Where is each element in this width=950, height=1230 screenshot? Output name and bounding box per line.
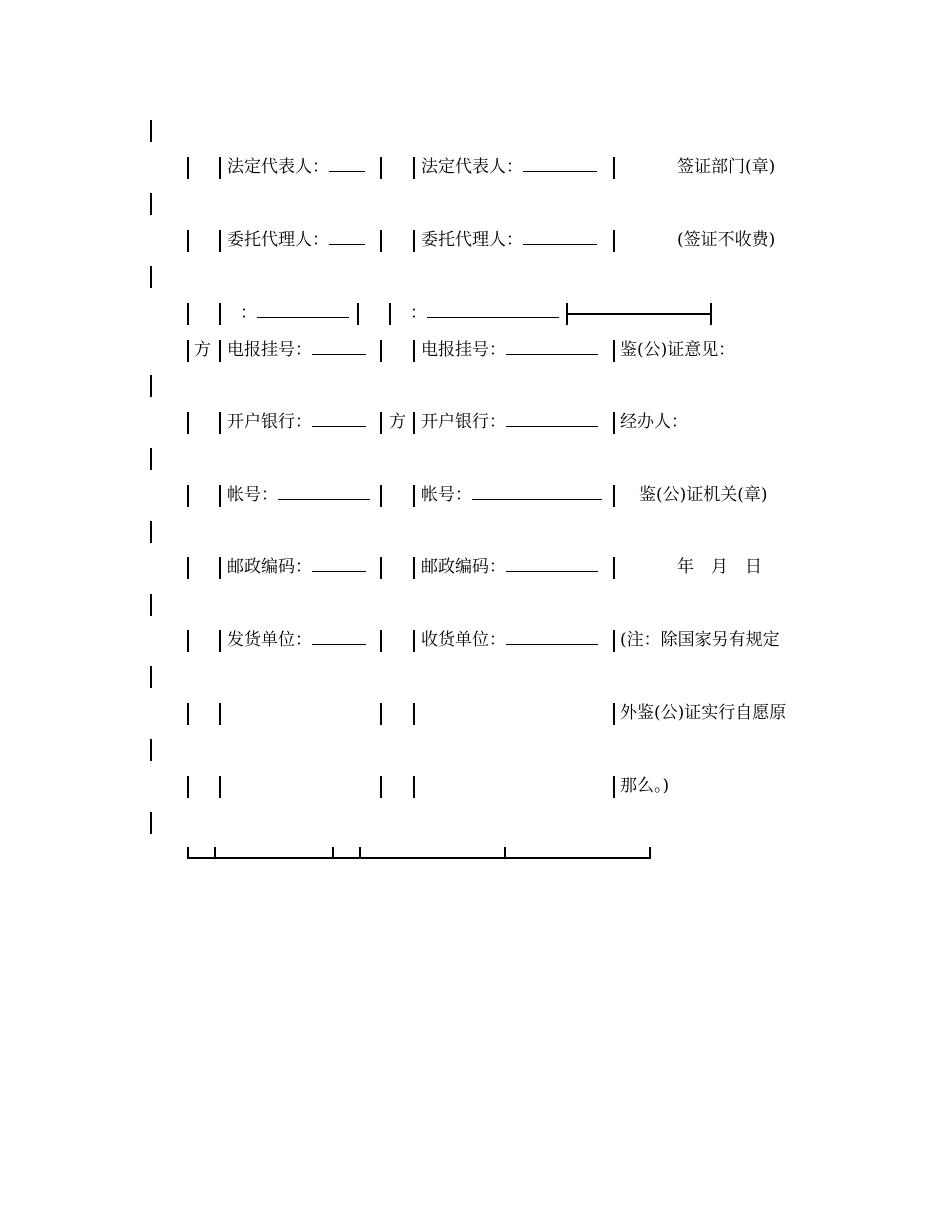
column-bar xyxy=(613,485,615,507)
column-bar xyxy=(380,157,382,179)
postcode-left-label: 邮政编码： xyxy=(227,557,366,577)
account-right-label: 帐号： xyxy=(421,485,602,505)
column-bar xyxy=(413,485,415,507)
column-bar xyxy=(413,557,415,579)
margin-bar xyxy=(150,521,152,543)
column-bar xyxy=(613,340,615,362)
note-line-2: 外鉴(公)证实行自愿原 xyxy=(620,703,787,723)
bottom-tick xyxy=(504,847,506,858)
column-bar xyxy=(613,630,615,652)
column-bar xyxy=(380,776,382,798)
column-bar xyxy=(219,485,221,507)
margin-bar xyxy=(150,375,152,397)
column-bar xyxy=(219,412,221,434)
column-bar xyxy=(187,230,189,252)
column-bar xyxy=(413,776,415,798)
margin-bar xyxy=(150,666,152,688)
note-line-1: (注：除国家另有规定 xyxy=(620,630,780,650)
column-bar xyxy=(380,230,382,252)
bottom-tick xyxy=(649,847,651,858)
postcode-right-blank[interactable] xyxy=(506,557,598,572)
bottom-tick xyxy=(214,847,216,858)
telegram-right-label: 电报挂号： xyxy=(421,340,598,360)
column-bar xyxy=(219,230,221,252)
bottom-tick xyxy=(359,847,361,858)
telegram-left-blank[interactable] xyxy=(312,340,366,355)
consignee-label: 收货单位： xyxy=(421,630,598,650)
margin-bar xyxy=(150,266,152,288)
agent-right-label: 委托代理人： xyxy=(421,230,597,250)
postcode-right-label: 邮政编码： xyxy=(421,557,598,577)
note-line-3: 那么。) xyxy=(620,776,670,796)
column-bar xyxy=(380,557,382,579)
legal-rep-left-blank[interactable] xyxy=(329,157,365,172)
telegram-left-label: 电报挂号： xyxy=(227,340,366,360)
column-bar xyxy=(187,776,189,798)
account-right-blank[interactable] xyxy=(472,485,602,500)
legal-rep-right-label: 法定代表人： xyxy=(421,157,597,177)
bank-left-label: 开户银行： xyxy=(227,412,366,432)
agent-left-blank[interactable] xyxy=(329,230,365,245)
account-left-blank[interactable] xyxy=(278,485,370,500)
date-label: 年 月 日 xyxy=(677,557,762,577)
column-bar xyxy=(413,630,415,652)
column-bar xyxy=(413,340,415,362)
bank-right-label: 开户银行： xyxy=(421,412,598,432)
bottom-tick xyxy=(187,847,189,858)
bracket-end xyxy=(710,303,712,325)
account-left-label: 帐号： xyxy=(227,485,370,505)
phone-right-label: ： xyxy=(410,303,559,323)
column-bar xyxy=(613,776,615,798)
phone-left-blank[interactable] xyxy=(257,303,349,318)
column-bar xyxy=(613,703,615,725)
handler-label: 经办人： xyxy=(620,412,688,432)
column-bar xyxy=(380,485,382,507)
margin-bar xyxy=(150,739,152,761)
visa-free-note: (签证不收费) xyxy=(677,230,776,250)
column-bar xyxy=(413,230,415,252)
shipper-label: 发货单位： xyxy=(227,630,366,650)
margin-bar xyxy=(150,812,152,834)
phone-left-label: ： xyxy=(240,303,349,323)
margin-bar xyxy=(150,594,152,616)
column-bar xyxy=(413,703,415,725)
agent-left-label: 委托代理人： xyxy=(227,230,365,250)
visa-dept-seal: 签证部门(章) xyxy=(677,157,776,177)
column-bar xyxy=(219,157,221,179)
column-bar xyxy=(380,703,382,725)
column-bar xyxy=(219,776,221,798)
column-bar xyxy=(187,485,189,507)
column-bar xyxy=(219,340,221,362)
bank-right-blank[interactable] xyxy=(506,412,598,427)
column-bar xyxy=(187,303,189,325)
legal-rep-right-blank[interactable] xyxy=(523,157,597,172)
telegram-right-blank[interactable] xyxy=(506,340,598,355)
phone-right-blank[interactable] xyxy=(427,303,559,318)
column-bar xyxy=(380,630,382,652)
column-bar xyxy=(613,230,615,252)
column-bar xyxy=(357,303,359,325)
column-bar xyxy=(187,412,189,434)
postcode-left-blank[interactable] xyxy=(312,557,366,572)
party-b-label: 方 xyxy=(389,412,406,432)
agent-right-blank[interactable] xyxy=(523,230,597,245)
margin-bar xyxy=(150,448,152,470)
column-bar xyxy=(187,340,189,362)
notary-office-seal: 鉴(公)证机关(章) xyxy=(639,485,768,505)
legal-rep-left-label: 法定代表人： xyxy=(227,157,365,177)
column-bar xyxy=(219,703,221,725)
column-bar xyxy=(187,157,189,179)
column-bar xyxy=(219,630,221,652)
column-bar xyxy=(380,340,382,362)
column-bar xyxy=(187,630,189,652)
column-bar xyxy=(613,557,615,579)
bank-left-blank[interactable] xyxy=(312,412,366,427)
column-bar xyxy=(380,412,382,434)
column-bar xyxy=(187,557,189,579)
column-bar xyxy=(413,412,415,434)
column-bar xyxy=(389,303,391,325)
margin-bar xyxy=(150,193,152,215)
margin-bar xyxy=(150,120,152,142)
column-bar xyxy=(413,157,415,179)
table-bottom-border xyxy=(187,857,651,859)
column-bar xyxy=(613,412,615,434)
shipper-blank[interactable] xyxy=(312,630,366,645)
column-bar xyxy=(219,303,221,325)
column-bar xyxy=(187,703,189,725)
consignee-blank[interactable] xyxy=(506,630,598,645)
notary-opinion-label: 鉴(公)证意见： xyxy=(620,340,736,360)
column-bar xyxy=(613,157,615,179)
bracket-line xyxy=(566,313,712,315)
bottom-tick xyxy=(332,847,334,858)
column-bar xyxy=(219,557,221,579)
party-a-label: 方 xyxy=(194,340,211,360)
